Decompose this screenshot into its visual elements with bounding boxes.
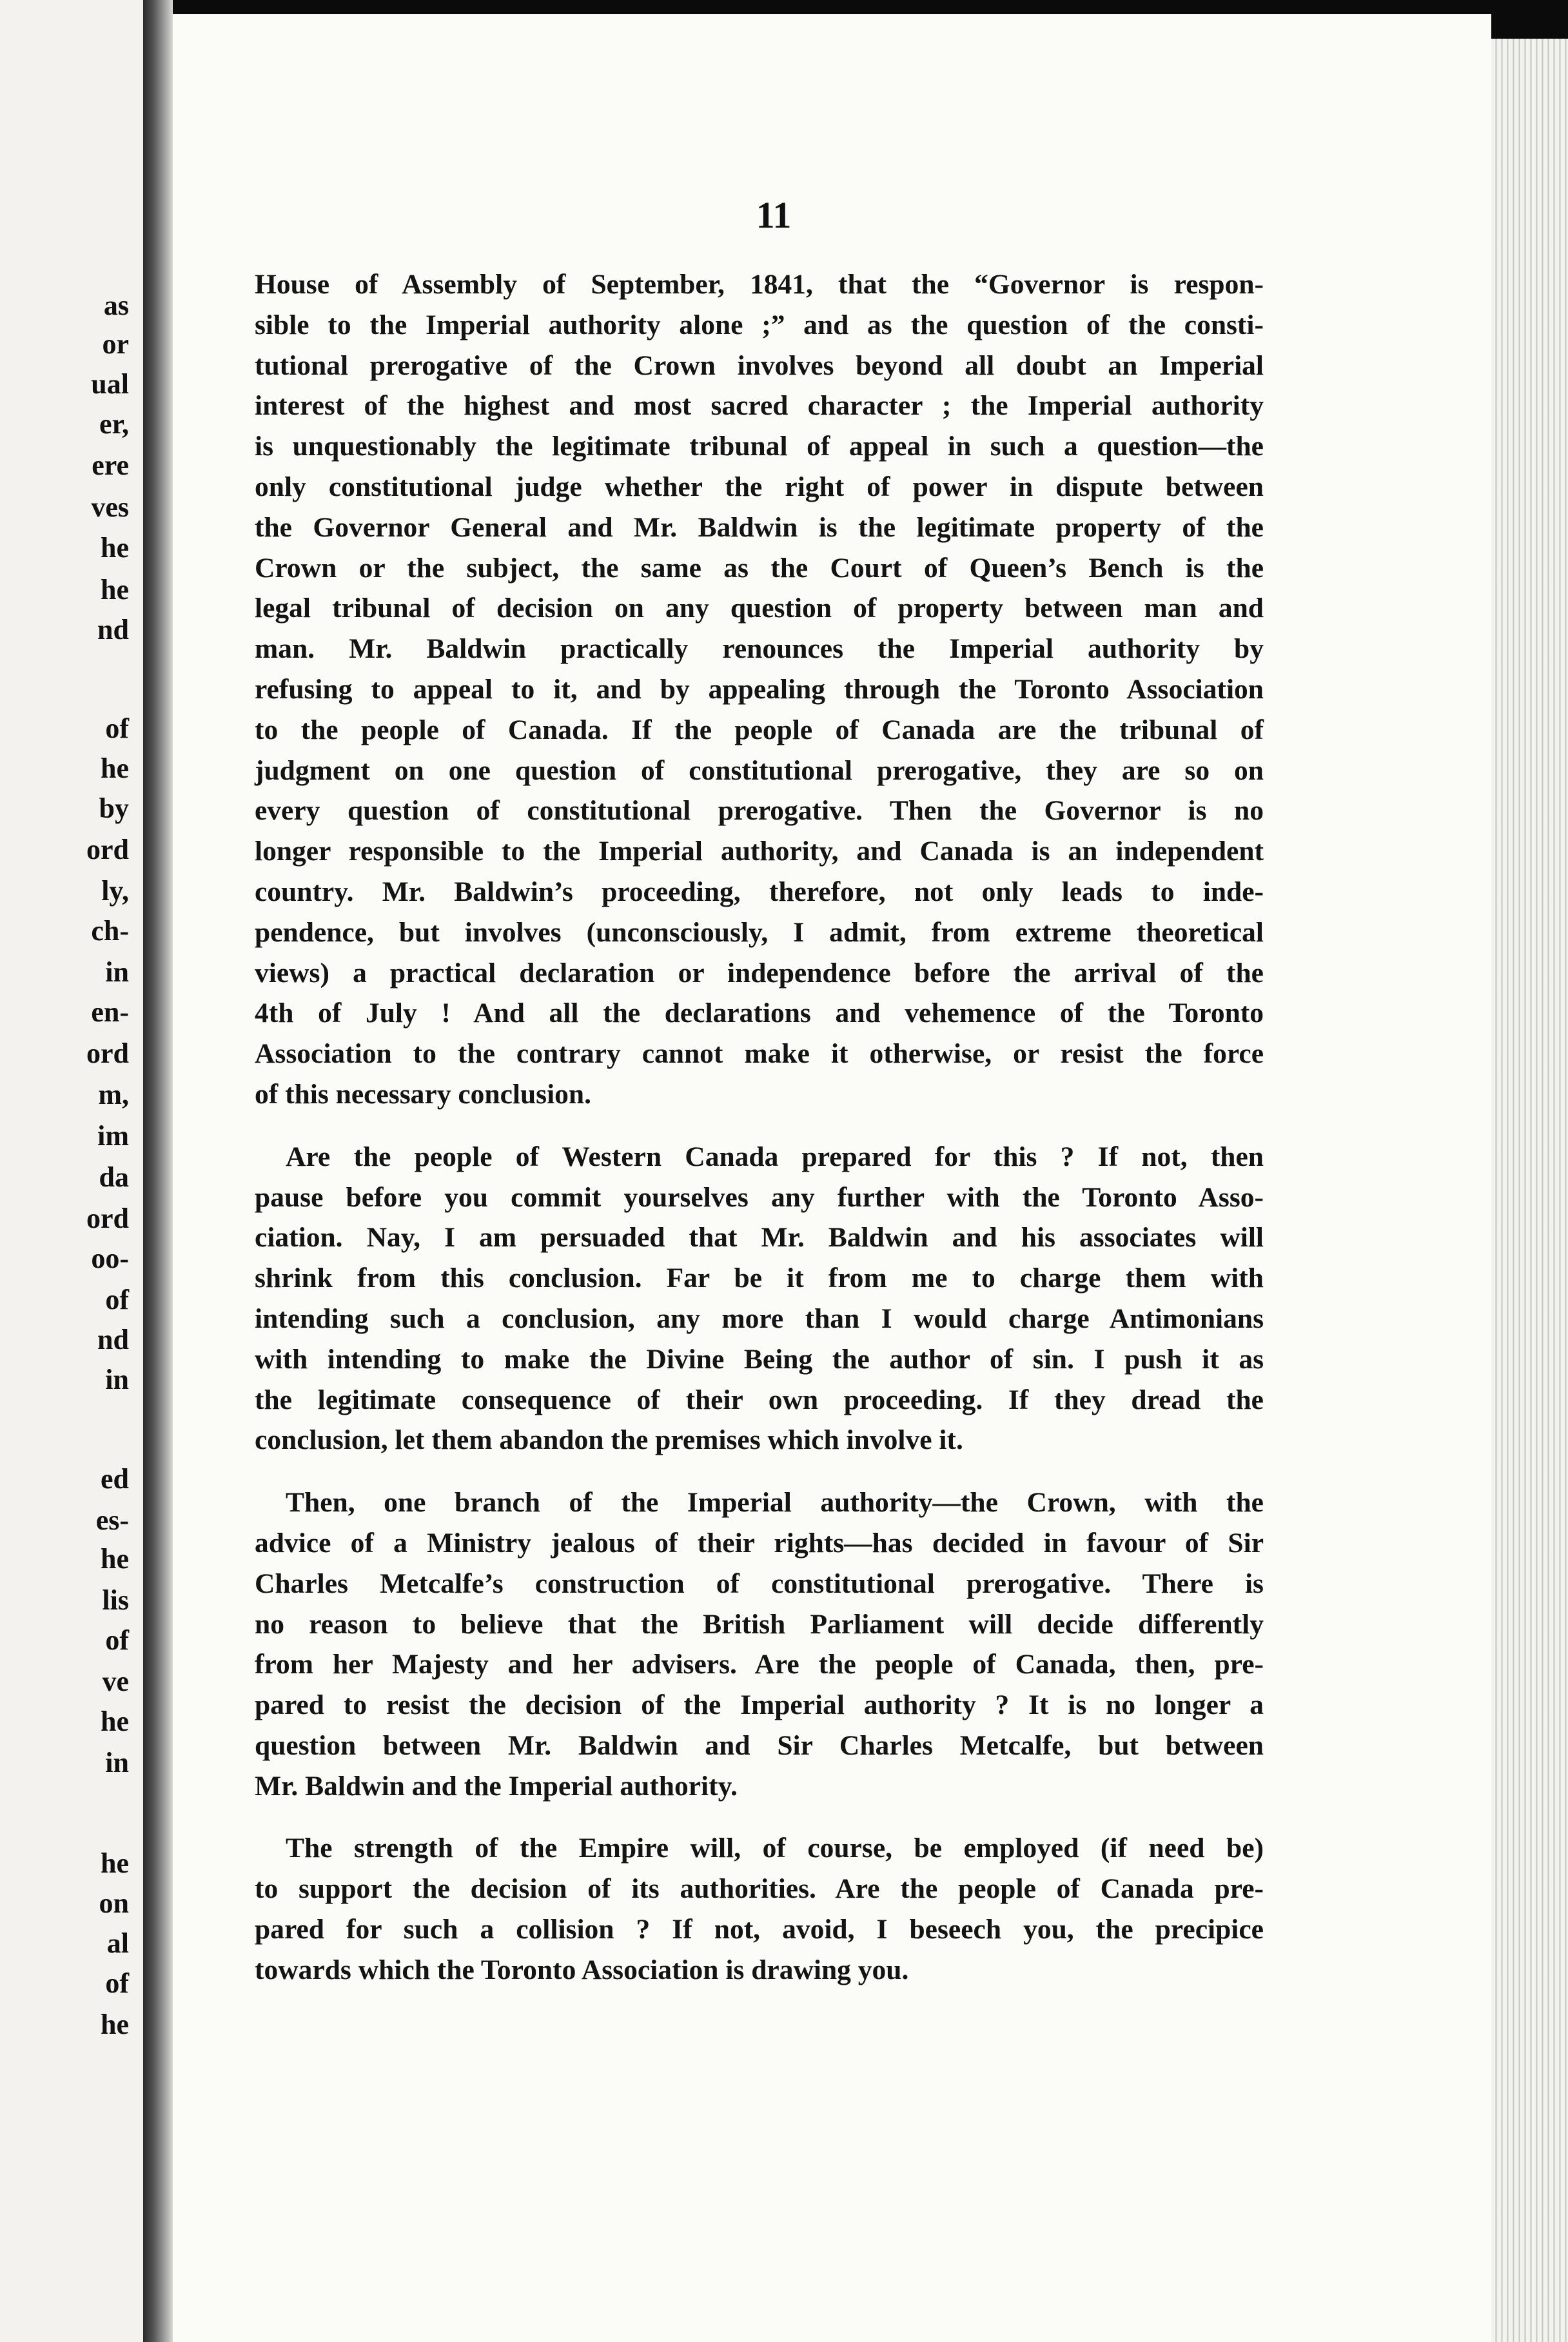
page-edges bbox=[1491, 39, 1568, 2342]
facing-page-fragment: nd bbox=[97, 614, 129, 645]
body-text bbox=[255, 264, 1264, 1991]
text-line: legal tribunal of decision on any question of property between man and bbox=[255, 593, 1264, 624]
text-line: no reason to believe that the British Parliament will decide differently bbox=[255, 1608, 1264, 1640]
text-line: Then, one branch of the Imperial authority—the Crown, with the bbox=[286, 1487, 1264, 1519]
text-line: country. Mr. Baldwin’s proceeding, therefore, not only leads to inde- bbox=[255, 876, 1264, 907]
text-line: from her Majesty and her advisers. Are the people of Canada, then, pre- bbox=[255, 1649, 1264, 1680]
facing-page-fragment: ves bbox=[91, 491, 129, 523]
facing-page-fragment: of bbox=[105, 1284, 129, 1315]
text-line: Charles Metcalfe’s construction of constitutional prerogative. There is bbox=[255, 1568, 1264, 1599]
text-line: 4th of July ! And all the declarations and vehemence of the Toronto bbox=[255, 998, 1264, 1029]
facing-page-fragment: he bbox=[101, 1706, 129, 1737]
facing-page-fragment: or bbox=[102, 328, 129, 360]
facing-page-fragment: m, bbox=[98, 1079, 129, 1110]
text-line: views) a practical declaration or independence before the arrival of the bbox=[255, 957, 1264, 989]
text-line: longer responsible to the Imperial authority, and Canada is an independent bbox=[255, 836, 1264, 867]
page-number: 11 bbox=[756, 194, 792, 236]
facing-page-fragment: er, bbox=[99, 408, 129, 440]
text-line: intending such a conclusion, any more than I would charge Antimonians bbox=[255, 1303, 1264, 1334]
text-line: House of Assembly of September, 1841, that the “Governor is respon- bbox=[255, 269, 1264, 300]
text-line: Association to the contrary cannot make it otherwise, or resist the force bbox=[255, 1038, 1264, 1070]
facing-page-fragment: ly, bbox=[101, 875, 129, 907]
facing-page-fragment: of bbox=[105, 1967, 129, 1999]
text-line: Crown or the subject, the same as the Court of Queen’s Bench is the bbox=[255, 552, 1264, 584]
text-line: ciation. Nay, I am persuaded that Mr. Baldwin and his associates will bbox=[255, 1222, 1264, 1254]
text-line: with intending to make the Divine Being the author of sin. I push it as bbox=[255, 1343, 1264, 1375]
text-line: interest of the highest and most sacred character ; the Imperial authority bbox=[255, 390, 1264, 422]
text-line: The strength of the Empire will, of course, be employed (if need be) bbox=[286, 1833, 1264, 1864]
text-line: man. Mr. Baldwin practically renounces the Imperial authority by bbox=[255, 633, 1264, 665]
text-line: the legitimate consequence of their own proceeding. If they dread the bbox=[255, 1384, 1264, 1415]
text-line: of this necessary conclusion. bbox=[255, 1078, 591, 1110]
facing-page-fragment: da bbox=[99, 1161, 129, 1193]
facing-page-fragment: nd bbox=[97, 1324, 129, 1355]
paragraph bbox=[255, 264, 1264, 1115]
text-line: judgment on one question of constitutional prerogative, they are so on bbox=[255, 754, 1264, 786]
facing-page-fragment: he bbox=[101, 1847, 129, 1879]
facing-page-fragment: as bbox=[103, 290, 129, 321]
facing-page-fragment: he bbox=[101, 2009, 129, 2040]
facing-page-fragment: in bbox=[105, 1747, 129, 1778]
facing-page-fragment: lis bbox=[102, 1584, 129, 1616]
text-line: to support the decision of its authorities. Are the people of Canada pre- bbox=[255, 1873, 1264, 1905]
facing-page-fragment: in bbox=[105, 956, 129, 988]
facing-page-fragment: he bbox=[101, 532, 129, 564]
facing-page-fragment: ve bbox=[102, 1666, 129, 1697]
text-line: towards which the Toronto Association is drawing you. bbox=[255, 1954, 909, 1985]
text-line: tutional prerogative of the Crown involves beyond all doubt an Imperial bbox=[255, 349, 1264, 381]
text-line: sible to the Imperial authority alone ;” and as the question of the consti- bbox=[255, 309, 1264, 340]
text-line: Are the people of Western Canada prepared for this ? If not, then bbox=[286, 1141, 1264, 1172]
text-line: refusing to appeal to it, and by appealing through the Toronto Association bbox=[255, 673, 1264, 705]
paragraph bbox=[255, 1828, 1264, 1990]
facing-page-fragment: ch- bbox=[91, 915, 129, 947]
text-line: every question of constitutional prerogative. Then the Governor is no bbox=[255, 795, 1264, 827]
facing-page-fragment: of bbox=[105, 1624, 129, 1656]
text-line: only constitutional judge whether the right of power in dispute between bbox=[255, 471, 1264, 502]
facing-page-fragment: of bbox=[105, 713, 129, 744]
text-line: pared to resist the decision of the Imperial authority ? It is no longer a bbox=[255, 1689, 1264, 1721]
book-gutter bbox=[143, 0, 173, 2342]
facing-page-fragment: in bbox=[105, 1364, 129, 1395]
text-line: the Governor General and Mr. Baldwin is the legitimate property of the bbox=[255, 511, 1264, 543]
facing-page-fragment: ord bbox=[86, 1038, 129, 1069]
facing-page-fragment: oo- bbox=[91, 1243, 129, 1274]
facing-page-fragment: al bbox=[106, 1927, 129, 1959]
facing-page-fragment: on bbox=[99, 1887, 129, 1919]
text-line: Mr. Baldwin and the Imperial authority. bbox=[255, 1770, 738, 1802]
facing-page-fragment: en- bbox=[91, 996, 129, 1028]
text-line: conclusion, let them abandon the premises which involve it. bbox=[255, 1424, 963, 1456]
text-line: pendence, but involves (unconsciously, I admit, from extreme theoretical bbox=[255, 916, 1264, 948]
facing-page-fragment: ere bbox=[92, 449, 129, 481]
text-line: to the people of Canada. If the people of Canada are the tribunal of bbox=[255, 714, 1264, 745]
paragraph bbox=[255, 1137, 1264, 1461]
paragraph bbox=[255, 1482, 1264, 1806]
facing-page-fragment: im bbox=[97, 1120, 129, 1152]
text-line: question between Mr. Baldwin and Sir Charles Metcalfe, but between bbox=[255, 1729, 1264, 1761]
facing-page-fragment: ed bbox=[101, 1463, 129, 1495]
text-line: shrink from this conclusion. Far be it from me to charge them with bbox=[255, 1263, 1264, 1294]
text-line: pared for such a collision ? If not, avoid, I beseech you, the precipice bbox=[255, 1914, 1264, 1945]
facing-page-fragment: ord bbox=[86, 1203, 129, 1234]
facing-page-fragment: he bbox=[101, 1543, 129, 1575]
text-line: pause before you commit yourselves any further with the Toronto Asso- bbox=[255, 1181, 1264, 1213]
facing-page bbox=[0, 0, 143, 2342]
facing-page-fragment: es- bbox=[95, 1504, 129, 1536]
text-line: advice of a Ministry jealous of their rights—has decided in favour of Sir bbox=[255, 1527, 1264, 1559]
facing-page-fragment: he bbox=[101, 574, 129, 605]
text-line: is unquestionably the legitimate tribunal of appeal in such a question—the bbox=[255, 431, 1264, 462]
facing-page-fragment: ord bbox=[86, 834, 129, 865]
facing-page-fragment: he bbox=[101, 753, 129, 784]
facing-page-fragment: by bbox=[99, 792, 129, 824]
facing-page-fragment: ual bbox=[91, 368, 129, 400]
